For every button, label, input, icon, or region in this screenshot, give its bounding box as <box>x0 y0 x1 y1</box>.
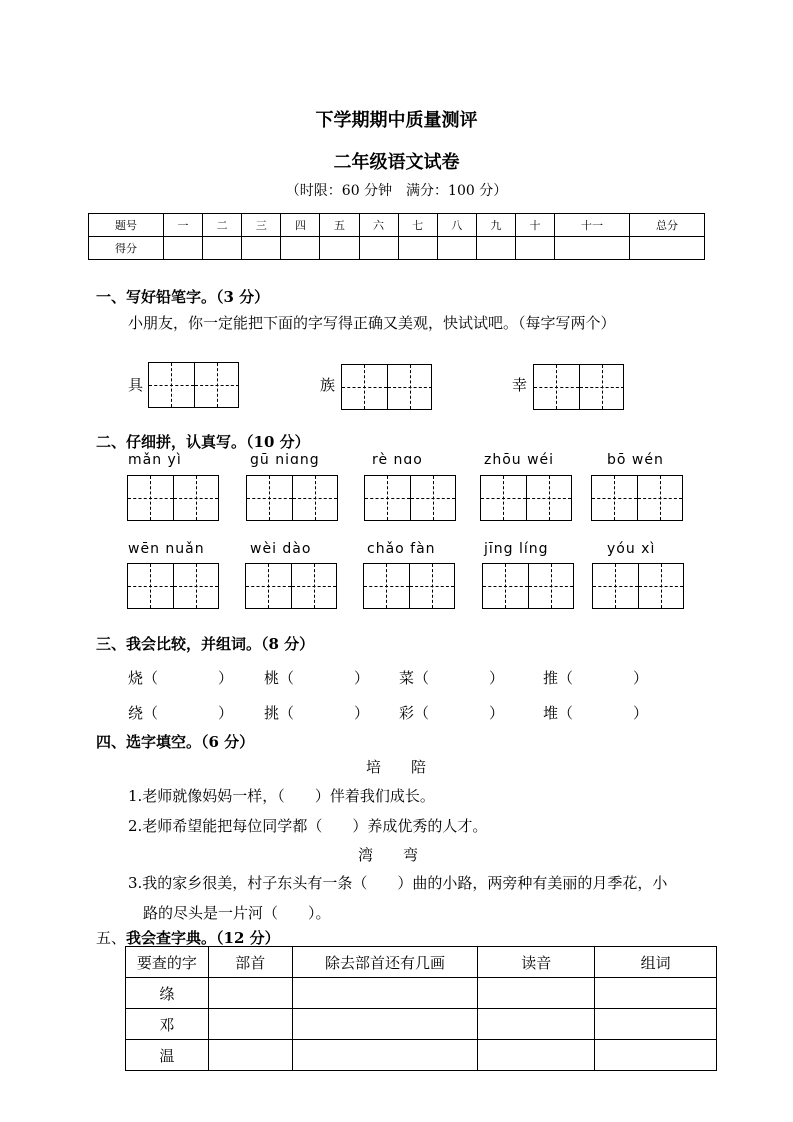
score-header-cell: 六 <box>359 214 398 237</box>
score-header-cell: 七 <box>398 214 437 237</box>
tianzige-grid[interactable] <box>341 364 432 410</box>
score-cell[interactable] <box>555 237 630 260</box>
score-header-cell: 题号 <box>89 214 164 237</box>
section4-heading: 四、选字填空。（6 分） <box>96 733 255 751</box>
score-cell[interactable] <box>630 237 705 260</box>
pinyin-label: bō wén <box>607 452 664 468</box>
score-header-cell: 五 <box>320 214 359 237</box>
column-header: 除去部首还有几画 <box>292 947 478 978</box>
compare-item: 堆（ ） <box>543 704 649 722</box>
section2-heading: 二、仔细拼，认真写。（10 分） <box>96 433 310 451</box>
pinyin-label: wèi dào <box>250 541 312 557</box>
fill-question: 2.老师希望能把每位同学都（ ）养成优秀的人才。 <box>128 817 488 835</box>
answer-cell[interactable] <box>595 1040 717 1071</box>
section5-title: 我会查字典。（12 分） <box>126 929 280 947</box>
answer-cell[interactable] <box>595 1009 717 1040</box>
score-cell[interactable] <box>320 237 359 260</box>
score-cell[interactable] <box>398 237 437 260</box>
score-header-cell: 八 <box>437 214 476 237</box>
score-cell[interactable] <box>515 237 554 260</box>
score-value-row <box>89 237 705 260</box>
pinyin-label: yóu xì <box>607 541 656 557</box>
score-row-label: 得分 <box>89 237 164 260</box>
fill-question: 3.我的家乡很美，村子东头有一条（ ）曲的小路，两旁种有美丽的月季花，小 <box>128 874 668 892</box>
lookup-char: 邓 <box>126 1009 209 1040</box>
pinyin-label: jīng líng <box>484 541 549 557</box>
score-cell[interactable] <box>281 237 320 260</box>
tianzige-grid[interactable] <box>148 362 239 408</box>
tianzige-grid[interactable] <box>533 364 624 410</box>
compare-item: 菜（ ） <box>399 669 505 687</box>
practice-char: 族 <box>320 376 336 394</box>
practice-char: 具 <box>128 376 144 394</box>
answer-cell[interactable] <box>292 1040 478 1071</box>
score-cell[interactable] <box>163 237 202 260</box>
pinyin-label: chǎo fàn <box>367 541 436 557</box>
tianzige-grid[interactable] <box>127 563 219 609</box>
tianzige-grid[interactable] <box>363 563 455 609</box>
score-header-cell: 四 <box>281 214 320 237</box>
score-cell[interactable] <box>437 237 476 260</box>
char-choice-pair: 湾 弯 <box>358 846 419 864</box>
pinyin-label: wēn nuǎn <box>128 541 205 557</box>
fill-question: 1.老师就像妈妈一样，（ ）伴着我们成长。 <box>128 787 435 805</box>
page-subtitle: 二年级语文试卷 <box>333 152 460 173</box>
answer-cell[interactable] <box>208 1009 292 1040</box>
table-row <box>126 978 717 1009</box>
tianzige-grid[interactable] <box>246 475 338 521</box>
answer-cell[interactable] <box>292 978 478 1009</box>
compare-item: 挑（ ） <box>264 704 370 722</box>
page-title: 下学期期中质量测评 <box>315 110 478 131</box>
exam-info: （时限：60 分钟 满分：100 分） <box>285 183 508 199</box>
section5-heading <box>96 927 280 948</box>
score-header-cell: 总分 <box>630 214 705 237</box>
score-header-cell: 十 <box>515 214 554 237</box>
dictionary-table <box>125 946 717 1071</box>
lookup-char: 温 <box>126 1040 209 1071</box>
score-header-cell: 一 <box>163 214 202 237</box>
score-cell[interactable] <box>242 237 281 260</box>
tianzige-grid[interactable] <box>592 563 684 609</box>
pinyin-label: gū niɑng <box>250 452 320 468</box>
answer-cell[interactable] <box>478 1009 595 1040</box>
compare-item: 彩（ ） <box>399 704 505 722</box>
compare-item: 烧（ ） <box>128 669 234 687</box>
dictionary-header-row <box>126 947 717 978</box>
tianzige-grid[interactable] <box>364 475 456 521</box>
compare-item: 推（ ） <box>543 669 649 687</box>
score-header-cell: 九 <box>476 214 515 237</box>
fill-question-continued: 路的尽头是一片河（ ）。 <box>143 904 331 922</box>
section5-number: 五、 <box>96 929 127 947</box>
answer-cell[interactable] <box>595 978 717 1009</box>
tianzige-grid[interactable] <box>245 563 337 609</box>
score-cell[interactable] <box>476 237 515 260</box>
section3-heading: 三、我会比较，并组词。（8 分） <box>96 635 315 653</box>
section1-instruction: 小朋友，你一定能把下面的字写得正确又美观，快试试吧。（每字写两个） <box>128 314 616 332</box>
compare-item: 桃（ ） <box>264 669 370 687</box>
answer-cell[interactable] <box>292 1009 478 1040</box>
column-header: 要查的字 <box>126 947 209 978</box>
score-header-cell: 三 <box>242 214 281 237</box>
score-cell[interactable] <box>359 237 398 260</box>
column-header: 组词 <box>595 947 717 978</box>
table-row <box>126 1009 717 1040</box>
pinyin-label: zhōu wéi <box>484 452 555 468</box>
tianzige-grid[interactable] <box>591 475 683 521</box>
table-row <box>126 1040 717 1071</box>
answer-cell[interactable] <box>208 978 292 1009</box>
pinyin-label: rè nɑo <box>372 452 423 468</box>
column-header: 读音 <box>478 947 595 978</box>
compare-item: 绕（ ） <box>128 704 234 722</box>
score-cell[interactable] <box>203 237 242 260</box>
tianzige-grid[interactable] <box>127 475 219 521</box>
pinyin-label: mǎn yì <box>128 452 182 468</box>
practice-char: 幸 <box>512 376 528 394</box>
score-header-cell: 二 <box>203 214 242 237</box>
tianzige-grid[interactable] <box>480 475 572 521</box>
score-table <box>88 213 705 260</box>
section1-heading: 一、写好铅笔字。（3 分） <box>96 288 270 306</box>
answer-cell[interactable] <box>478 1040 595 1071</box>
tianzige-grid[interactable] <box>482 563 574 609</box>
char-choice-pair: 培 陪 <box>366 758 427 776</box>
answer-cell[interactable] <box>478 978 595 1009</box>
column-header: 部首 <box>208 947 292 978</box>
score-header-cell: 十一 <box>555 214 630 237</box>
score-header-row <box>89 214 705 237</box>
lookup-char: 绦 <box>126 978 209 1009</box>
answer-cell[interactable] <box>208 1040 292 1071</box>
